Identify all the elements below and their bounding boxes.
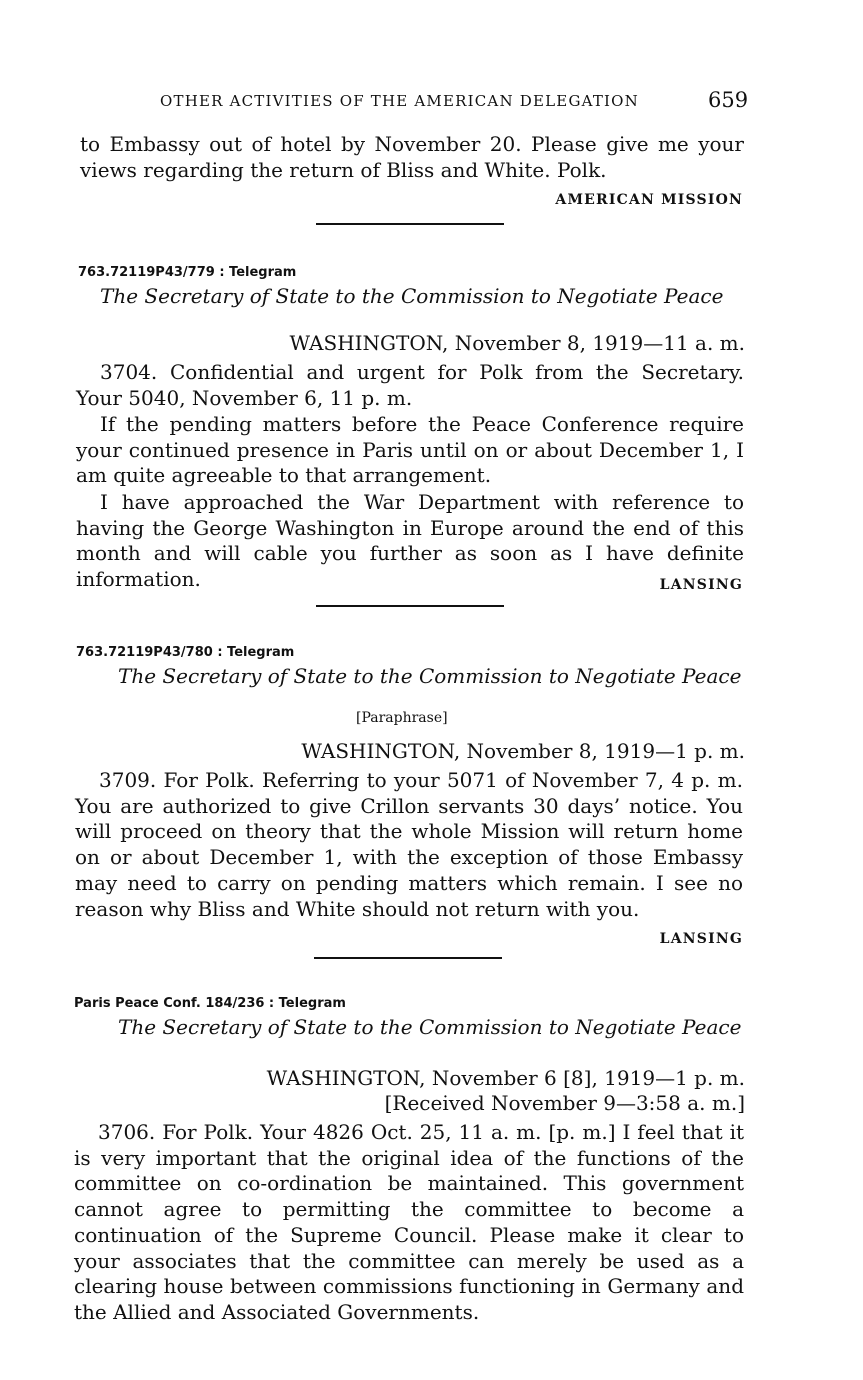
body-paragraph: 3704. Confidential and urgent for Polk from the Secretary. Your 5040, November 6, 11 p. m. [76,360,744,410]
paraphrase-label: [Paraphrase] [356,710,448,726]
body-paragraph: 3706. For Polk. Your 4826 Oct. 25, 11 a. m. [p. m.] I feel that it is very important that the original idea of the functions of the committee on co-ordination be maintained. This government cannot agree to permitting the committee to become a continuation of the Supreme Council. Please make it clear to your associates that the committee can merely be used as a clearing house between commissions functioning in Germany and the Allied and Associated Governments. [74,1120,744,1324]
dateline: WASHINGTON, November 6 [8], 1919—1 p. m. [266,1066,745,1090]
dateline: WASHINGTON, November 8, 1919—1 p. m. [301,739,745,763]
dateline: WASHINGTON, November 8, 1919—11 a. m. [289,331,745,355]
signature-lansing: LANSING [659,577,743,593]
document-title: The Secretary of State to the Commission to Negotiate Peace [100,284,724,308]
divider [314,957,502,959]
document-reference: Paris Peace Conf. 184/236 : Telegram [74,996,346,1011]
document-reference: 763.72119P43/780 : Telegram [76,645,295,660]
document-title: The Secretary of State to the Commission to Negotiate Peace [118,664,742,688]
divider [316,223,504,225]
signature-lansing: LANSING [659,931,743,947]
divider [316,605,504,607]
body-paragraph: If the pending matters before the Peace Conference require your continued presence in Paris until on or about December 1, I am quite agreeable to that arrangement. [76,412,744,488]
received-line: [Received November 9—3:58 a. m.] [384,1091,745,1115]
running-title: OTHER ACTIVITIES OF THE AMERICAN DELEGATION [160,92,639,110]
continuation-paragraph: to Embassy out of hotel by November 20. Please give me your views regarding the return of Bliss and White. Polk. [80,132,744,182]
signature-american-mission: AMERICAN MISSION [555,192,743,208]
page-number: 659 [708,88,749,112]
document-title: The Secretary of State to the Commission to Negotiate Peace [118,1015,742,1039]
body-paragraph: 3709. For Polk. Referring to your 5071 of November 7, 4 p. m. You are authorized to give Crillon servants 30 days’ notice. You will proceed on theory that the whole Mission will return home on or about December 1, with the exception of those Embassy may need to carry on pending matters which remain. I see no reason why Bliss and White should not return with you. [75,768,743,921]
body-paragraph: I have approached the War Department with reference to having the George Washington in Europe around the end of this month and will cable you further as soon as I have definite information. [76,490,744,592]
document-reference: 763.72119P43/779 : Telegram [78,265,297,280]
